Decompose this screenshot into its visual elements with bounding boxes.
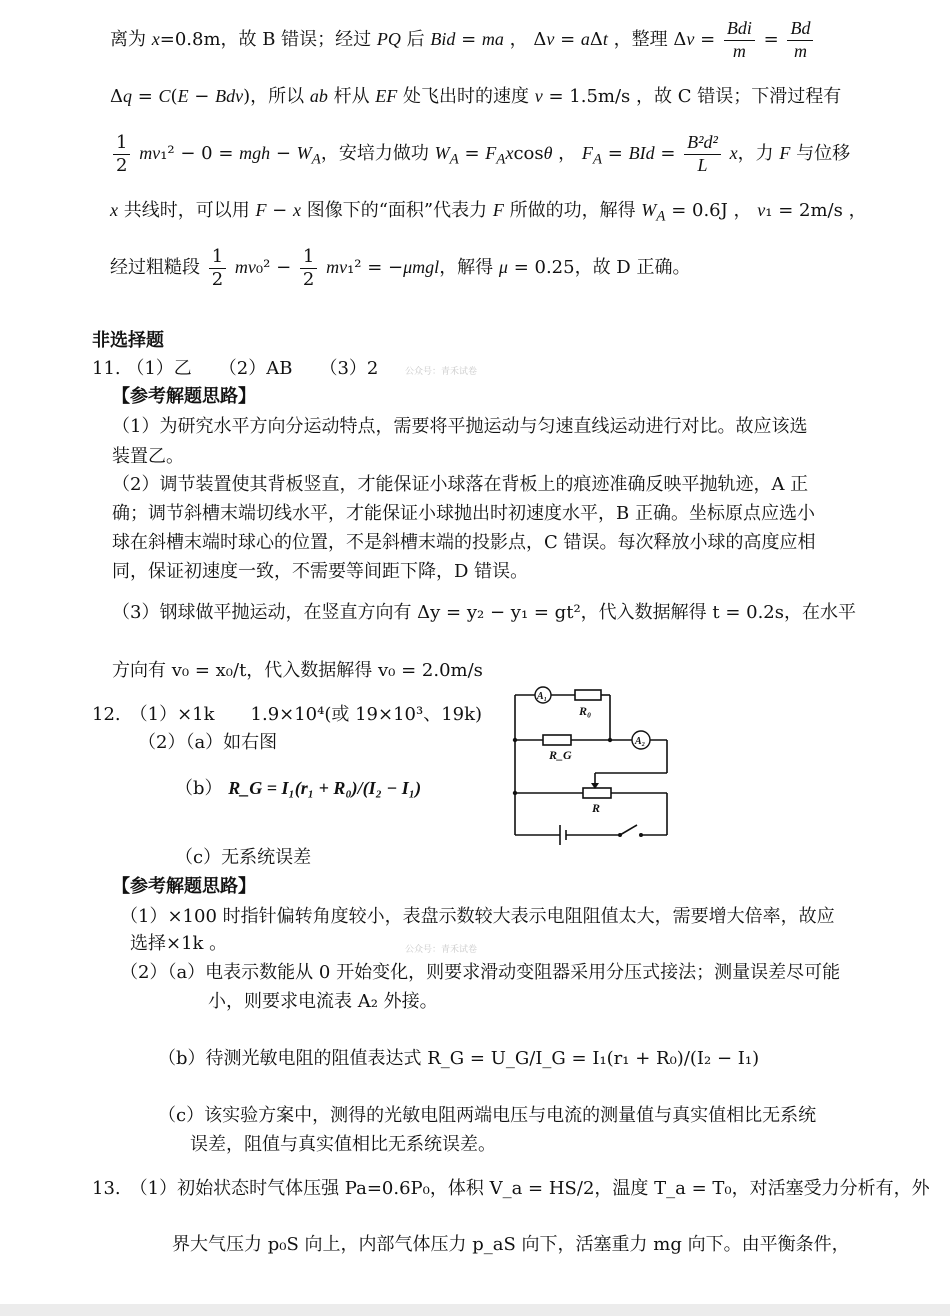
text-line: 误差，阻值与真实值相比无系统误差。 xyxy=(190,1134,496,1155)
text-line: （1）×100 时指针偏转角度较小，表盘示数较大表示电阻阻值太大，需要增大倍率，故应 xyxy=(120,906,835,927)
fraction: $\frac{Bd}{m}$ xyxy=(787,18,813,62)
text-line xyxy=(110,18,816,62)
formula: R_G = I₁(r₁ + R₀)/(I₂ − I₁) xyxy=(228,778,422,798)
q11-answer: 11. （1）乙 （2）AB （3）2 xyxy=(92,358,379,379)
label-a2: A₂ xyxy=(635,736,646,747)
text-segment: x 共线时，可以用 F − x 图像下的“面积”代表力 F 所做的功，解得 $W_A = 0.6J$ ， v₁ = 2m/s ， xyxy=(110,200,867,225)
text-line: （2）（a）电表示数能从 0 开始变化，则要求滑动变阻器采用分压式接法；测量误差尽可能 xyxy=(120,962,841,983)
fraction: $\frac{1}{2}$ xyxy=(300,246,317,290)
text-line: （2）调节装置使其背板竖直，才能保证小球落在背板上的痕迹准确反映平抛轨迹，A 正 xyxy=(112,474,809,495)
text-segment: x，力 F 与位移 xyxy=(729,143,851,165)
circuit-svg xyxy=(505,685,680,845)
fraction: $\frac{\text{B²d²}}{L}$ xyxy=(684,132,721,176)
watermark: 公众号：青禾试卷 xyxy=(405,367,478,377)
text-segment: 离为 x=0.8m，故 B 错误；经过 PQ 后 Bid = ma ， Δv = aΔt ，整理 Δv = xyxy=(110,29,716,51)
circuit-diagram xyxy=(505,685,680,849)
q12-answer-3 xyxy=(175,778,421,800)
text-line: 选择×1k 。 xyxy=(130,933,228,954)
text-line: 小，则要求电流表 A₂ 外接。 xyxy=(208,991,438,1012)
label-rg: R_G xyxy=(549,748,572,762)
q12-answer-2: （2）（a）如右图 xyxy=(138,732,278,753)
watermark: 公众号：青禾试卷 xyxy=(405,945,478,955)
label-r0: R₀ xyxy=(579,704,592,718)
text-line: 同，保证初速度一致，不需要等间距下降，D 错误。 xyxy=(112,561,529,582)
text-line: （b）待测光敏电阻的阻值表达式 R_G = U_G/I_G = I₁(r₁ + R₀)/(I₂ − I₁) xyxy=(158,1048,760,1069)
text-line: （1）为研究水平方向分运动特点，需要将平抛运动与匀速直线运动进行对比。故应该选 xyxy=(112,416,808,437)
text-line: （3）钢球做平抛运动，在竖直方向有 Δy = y₂ − y₁ = gt²，代入数据解得 t = 0.2s，在水平 xyxy=(112,602,857,623)
equals: = xyxy=(763,29,779,51)
hint-title: 【参考解题思路】 xyxy=(112,386,256,407)
fraction: $\frac{1}{2}$ xyxy=(209,246,226,290)
text-segment: 经过粗糙段 xyxy=(110,257,200,279)
q12-answer-1: 12. （1）×1k 1.9×10⁴(或 19×10³、19k) xyxy=(92,704,483,725)
text-line xyxy=(110,200,867,226)
q12-answer-4: （c）无系统误差 xyxy=(175,847,312,868)
hint-title: 【参考解题思路】 xyxy=(112,876,256,897)
fraction: $\frac{1}{2}$ xyxy=(113,132,130,176)
text-line xyxy=(110,246,690,290)
label-a1: A₁ xyxy=(537,691,548,702)
text-segment: mv₁² = −μmgl，解得 μ = 0.25，故 D 正确。 xyxy=(326,257,691,279)
page-bottom-bar xyxy=(0,1304,950,1316)
text-line: 界大气压力 p₀S 向上，内部气体压力 p_aS 向下，活塞重力 mg 向下。由平衡条件， xyxy=(172,1234,850,1255)
text-line: 方向有 v₀ = x₀/t，代入数据解得 v₀ = 2.0m/s xyxy=(112,660,483,681)
text-segment: Δq = C(E − Bdv)，所以 ab 杆从 EF 处飞出时的速度 v = 1.5m/s ，故 C 错误；下滑过程有 xyxy=(110,86,842,107)
label-r: R xyxy=(592,801,601,815)
text-line xyxy=(110,132,850,176)
section-title: 非选择题 xyxy=(92,330,164,351)
text-line xyxy=(110,86,841,108)
text-line: 装置乙。 xyxy=(112,446,184,467)
answer-label: （b） xyxy=(175,778,223,799)
fraction: $\frac{\text{Bdi}}{m}$ xyxy=(724,18,755,62)
text-segment: mv₁² − 0 = mgh − $W_A$，安培力做功 $W_A = F_Axcos\theta$ ， $F_A$ = BId = xyxy=(139,143,676,168)
text-line: 13. （1）初始状态时气体压强 Pa=0.6P₀，体积 V_a = HS/2，温度 T_a = T₀，对活塞受力分析有，外 xyxy=(92,1178,930,1199)
text-line: 确；调节斜槽末端切线水平，才能保证小球抛出时初速度水平，B 正确。坐标原点应选小 xyxy=(112,503,815,524)
text-segment: mv₀² − xyxy=(234,257,292,279)
text-line: （c）该实验方案中，测得的光敏电阻两端电压与电流的测量值与真实值相比无系统 xyxy=(158,1105,817,1126)
text-line: 球在斜槽末端时球心的位置，不是斜槽末端的投影点，C 错误。每次释放小球的高度应相 xyxy=(112,532,816,553)
